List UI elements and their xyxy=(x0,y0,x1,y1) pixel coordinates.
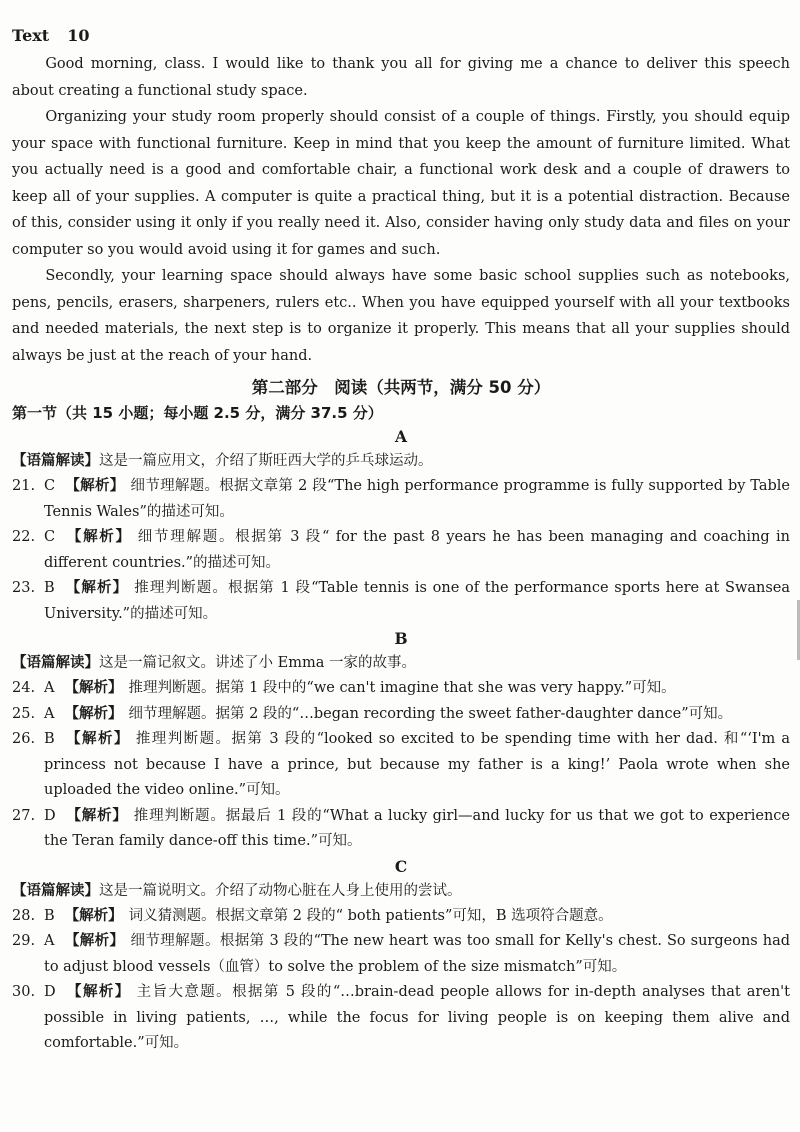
section-one-title: 第一节（共 15 小题；每小题 2.5 分，满分 37.5 分） xyxy=(12,404,383,422)
analysis-tag: 【解析】 xyxy=(65,529,132,545)
answer-letter: B xyxy=(44,907,55,924)
part-two-title: 第二部分 阅读（共两节，满分 50 分） xyxy=(251,378,551,397)
answer-letter: A xyxy=(44,705,55,722)
answer-item xyxy=(12,804,790,855)
answer-item xyxy=(12,525,790,576)
text-number: 10 xyxy=(67,26,90,45)
analysis-tag: 【解析】 xyxy=(65,984,131,1000)
summary-text: 这是一篇说明文。介绍了动物心脏在人身上使用的尝试。 xyxy=(99,882,462,899)
analysis-text: 细节理解题。根据文章第 2 段“The high performance programme is fully supported by Table Tennis Wales”的描述可知。 xyxy=(44,478,791,520)
answer-letter: A xyxy=(44,933,55,949)
question-number: 29. xyxy=(12,933,36,949)
answer-item xyxy=(12,929,790,980)
question-number: 28. xyxy=(12,907,36,924)
analysis-text: 推理判断题。据第 1 段中的“we can't imagine that she was very happy.”可知。 xyxy=(128,680,676,696)
answer-letter: D xyxy=(44,984,56,1000)
question-number: 22. xyxy=(12,529,36,545)
question-number: 30. xyxy=(12,984,36,1000)
analysis-tag: 【解析】 xyxy=(65,807,128,824)
question-number: 27. xyxy=(12,807,36,824)
answer-item xyxy=(12,576,790,627)
answer-item xyxy=(12,474,790,525)
analysis-tag: 【解析】 xyxy=(64,933,125,949)
analysis-text: 推理判断题。根据第 1 段“Table tennis is one of the performance sports here at Swansea University.”的描述可知。 xyxy=(44,580,791,622)
answer-letter: C xyxy=(44,529,56,545)
question-number: 21. xyxy=(12,478,36,494)
analysis-text: 细节理解题。根据第 3 段的“The new heart was too small for Kelly's chest. So surgeons had to adjust blood vessels（血管）to solve the problem of the size mismatch”可知。 xyxy=(44,933,791,975)
question-number: 25. xyxy=(12,705,36,722)
paragraph: Secondly, your learning space should always have some basic school supplies such as notebooks, pens, pencils, erasers, sharpeners, rulers etc.. When you have equipped yourself with all your textbooks and needed materials, the next step is to organize it properly. This means that all your supplies should always be just at the reach of your hand. xyxy=(12,268,790,364)
answer-letter: A xyxy=(44,680,55,696)
passage-summary xyxy=(12,879,790,904)
answer-letter: D xyxy=(44,807,56,824)
passage-summary xyxy=(12,449,790,474)
analysis-text: 推理判断题。据最后 1 段的“What a lucky girl—and lucky for us that we got to experience the Teran family dance-off this time.”可知。 xyxy=(44,807,790,849)
answer-item xyxy=(12,980,790,1057)
analysis-tag: 【解析】 xyxy=(65,478,125,494)
analysis-tag: 【解析】 xyxy=(64,907,123,924)
summary-text: 这是一篇记叙文。讲述了小 Emma 一家的故事。 xyxy=(99,655,416,671)
paragraph: Organizing your study room properly should consist of a couple of things. Firstly, you should equip your space with functional furniture. Keep in mind that you keep the amount of furniture limited. What you actually need is a good and comfortable chair, a functional work desk and a couple of drawers to keep all of your supplies. A computer is quite a practical thing, but it is a potential distraction. Because of this, consider using it only if you really need it. Also, consider having only study data and files on your computer so you would avoid using it for games and such. xyxy=(12,109,790,258)
analysis-text: 推理判断题。据第 3 段的“looked so excited to be spending time with her dad. 和“‘I'm a princess not because I have a prince, but because my father is a king!’ Paola wrote when she uploaded the video online.”可知。 xyxy=(44,731,791,798)
summary-tag: 【语篇解读】 xyxy=(12,655,99,671)
passage-letter: C xyxy=(394,856,408,876)
answer-letter: B xyxy=(44,731,55,747)
analysis-tag: 【解析】 xyxy=(64,731,130,747)
paragraph: Good morning, class. I would like to thank you all for giving me a chance to deliver this speech about creating a functional study space. xyxy=(12,56,790,99)
analysis-tag: 【解析】 xyxy=(64,705,123,722)
analysis-tag: 【解析】 xyxy=(64,580,129,596)
analysis-tag: 【解析】 xyxy=(64,680,123,696)
answer-item xyxy=(12,676,790,702)
answer-item xyxy=(12,904,790,930)
summary-text: 这是一篇应用文，介绍了斯旺西大学的乒乓球运动。 xyxy=(99,453,433,469)
answer-item xyxy=(12,727,790,804)
passage-summary xyxy=(12,651,790,676)
summary-tag: 【语篇解读】 xyxy=(12,882,99,899)
answer-letter: C xyxy=(44,478,56,494)
answer-letter: B xyxy=(44,580,55,596)
answer-groups xyxy=(12,425,790,1057)
analysis-text: 细节理解题。据第 2 段的“…began recording the sweet father-daughter dance”可知。 xyxy=(128,705,733,722)
analysis-text: 细节理解题。根据第 3 段“ for the past 8 years he has been managing and coaching in different countries.”的描述可知。 xyxy=(44,529,791,571)
answer-item xyxy=(12,702,790,728)
passage-letter: A xyxy=(394,427,408,446)
analysis-text: 词义猜测题。根据文章第 2 段的“ both patients”可知，B 选项符合题意。 xyxy=(128,907,613,924)
summary-tag: 【语篇解读】 xyxy=(12,453,99,469)
question-number: 23. xyxy=(12,580,36,596)
question-number: 24. xyxy=(12,680,36,696)
passage-letter: B xyxy=(394,629,408,648)
question-number: 26. xyxy=(12,731,36,747)
analysis-text: 主旨大意题。根据第 5 段的“…brain-dead people allows for in-depth analyses that aren't possible in living patients, …, while the focus for living people is on keeping them alive and comfortable.”可知。 xyxy=(44,984,790,1051)
text-label: Text xyxy=(12,26,50,45)
text-heading xyxy=(12,26,790,45)
